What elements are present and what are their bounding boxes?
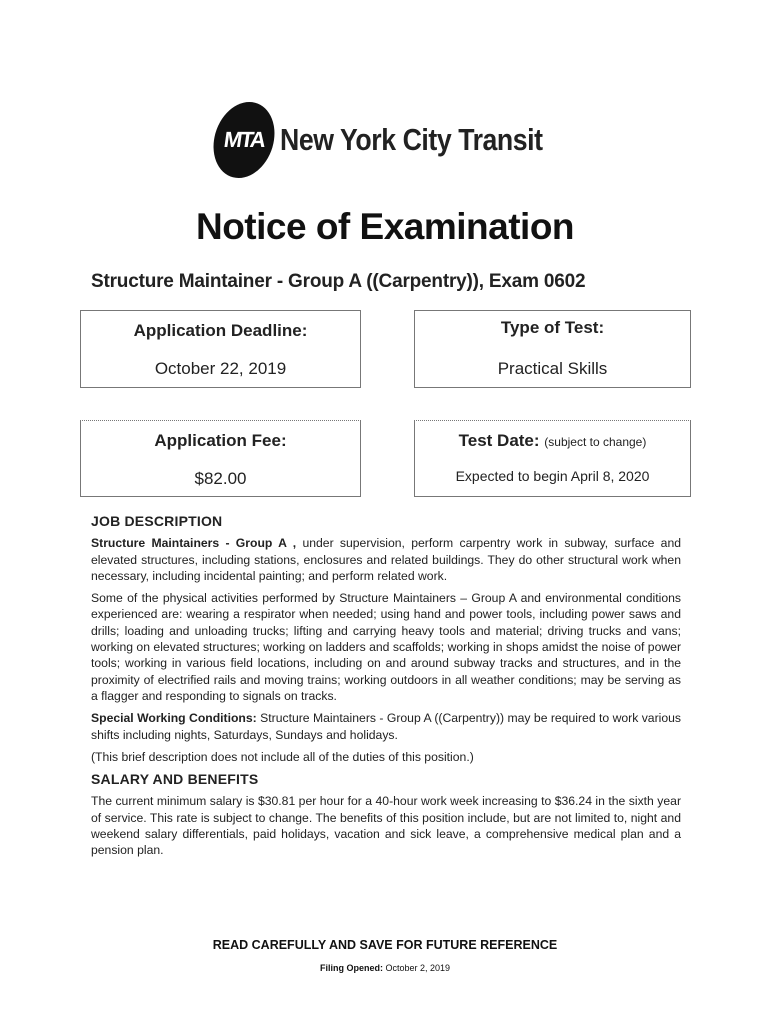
salary-heading: SALARY AND BENEFITS	[91, 771, 259, 788]
test-type-box	[414, 310, 691, 388]
special-conditions-label: Special Working Conditions:	[91, 711, 257, 726]
job-description-text: under supervision, perform carpentry work in subway, surface and elevated structures, including stations, enclosures and related buildings. They do other structural work when necessary, including incidental painting; and perform related work.	[91, 536, 681, 583]
mta-logo-mark: MTA	[209, 102, 280, 178]
application-fee-value: $82.00	[194, 469, 247, 488]
special-conditions-paragraph	[91, 710, 681, 743]
salary-paragraph: The current minimum salary is $30.81 per hour for a 40-hour work week increasing to $36.24 in the sixth year of service. This rate is subject to change. The benefits of this position include, but are not limited to, night and weekend salary differentials, paid holidays, vacation and sick leave, a comprehensive medical plan and a pension plan.	[91, 794, 681, 858]
test-type-label: Type of Test:	[500, 318, 605, 337]
test-date-note: (subject to change)	[544, 435, 647, 449]
test-date-label: Test Date:	[458, 431, 540, 450]
mta-logo	[214, 100, 585, 180]
notice-body	[91, 513, 681, 865]
special-conditions-text: Structure Maintainers - Group A ((Carpentry)) may be required to work various shifts including nights, Saturdays, Sundays and holidays.	[91, 711, 682, 742]
filing-opened-date: October 2, 2019	[382, 963, 451, 973]
test-type-value: Practical Skills	[497, 359, 608, 378]
job-description-paragraph	[91, 535, 681, 584]
exam-subtitle: Structure Maintainer - Group A ((Carpentry)), Exam 0602	[91, 271, 586, 292]
application-fee-box	[80, 420, 361, 497]
application-deadline-box	[80, 310, 361, 388]
org-name: New York City Transit	[280, 122, 543, 157]
description-disclaimer: (This brief description does not include all of the duties of this position.)	[91, 749, 474, 764]
application-deadline-value: October 22, 2019	[154, 359, 287, 378]
job-description-heading: JOB DESCRIPTION	[91, 513, 223, 529]
test-date-box	[414, 420, 691, 497]
physical-activities-paragraph: Some of the physical activities performed by Structure Maintainers – Group A and environmental conditions experienced are: wearing a respirator when needed; using hand and power tools, including power saws and drills; loading and unloading trucks; lifting and carrying heavy tools and material; driving trucks and vans; working on elevated structures; working on ladders and scaffolds; working in shops amidst the noise of power tools; working in various field locations, including on and around subway tracks and structures, and in the proximity of electrified rails and moving trains; working outdoors in all weather conditions; may be serving as a flagger and responding to signals on tracks.	[91, 591, 681, 703]
test-date-value: Expected to begin April 8, 2020	[455, 468, 650, 484]
application-fee-label: Application Fee:	[154, 431, 287, 450]
application-deadline-label: Application Deadline:	[133, 321, 308, 340]
filing-opened-label: Filing Opened:	[319, 963, 383, 973]
test-date-heading	[415, 431, 690, 451]
job-description-lead: Structure Maintainers - Group A ,	[91, 536, 297, 551]
page-title: Notice of Examination	[195, 206, 575, 247]
filing-opened	[0, 963, 770, 973]
read-carefully-notice: READ CAREFULLY AND SAVE FOR FUTURE REFERENCE	[212, 938, 558, 952]
